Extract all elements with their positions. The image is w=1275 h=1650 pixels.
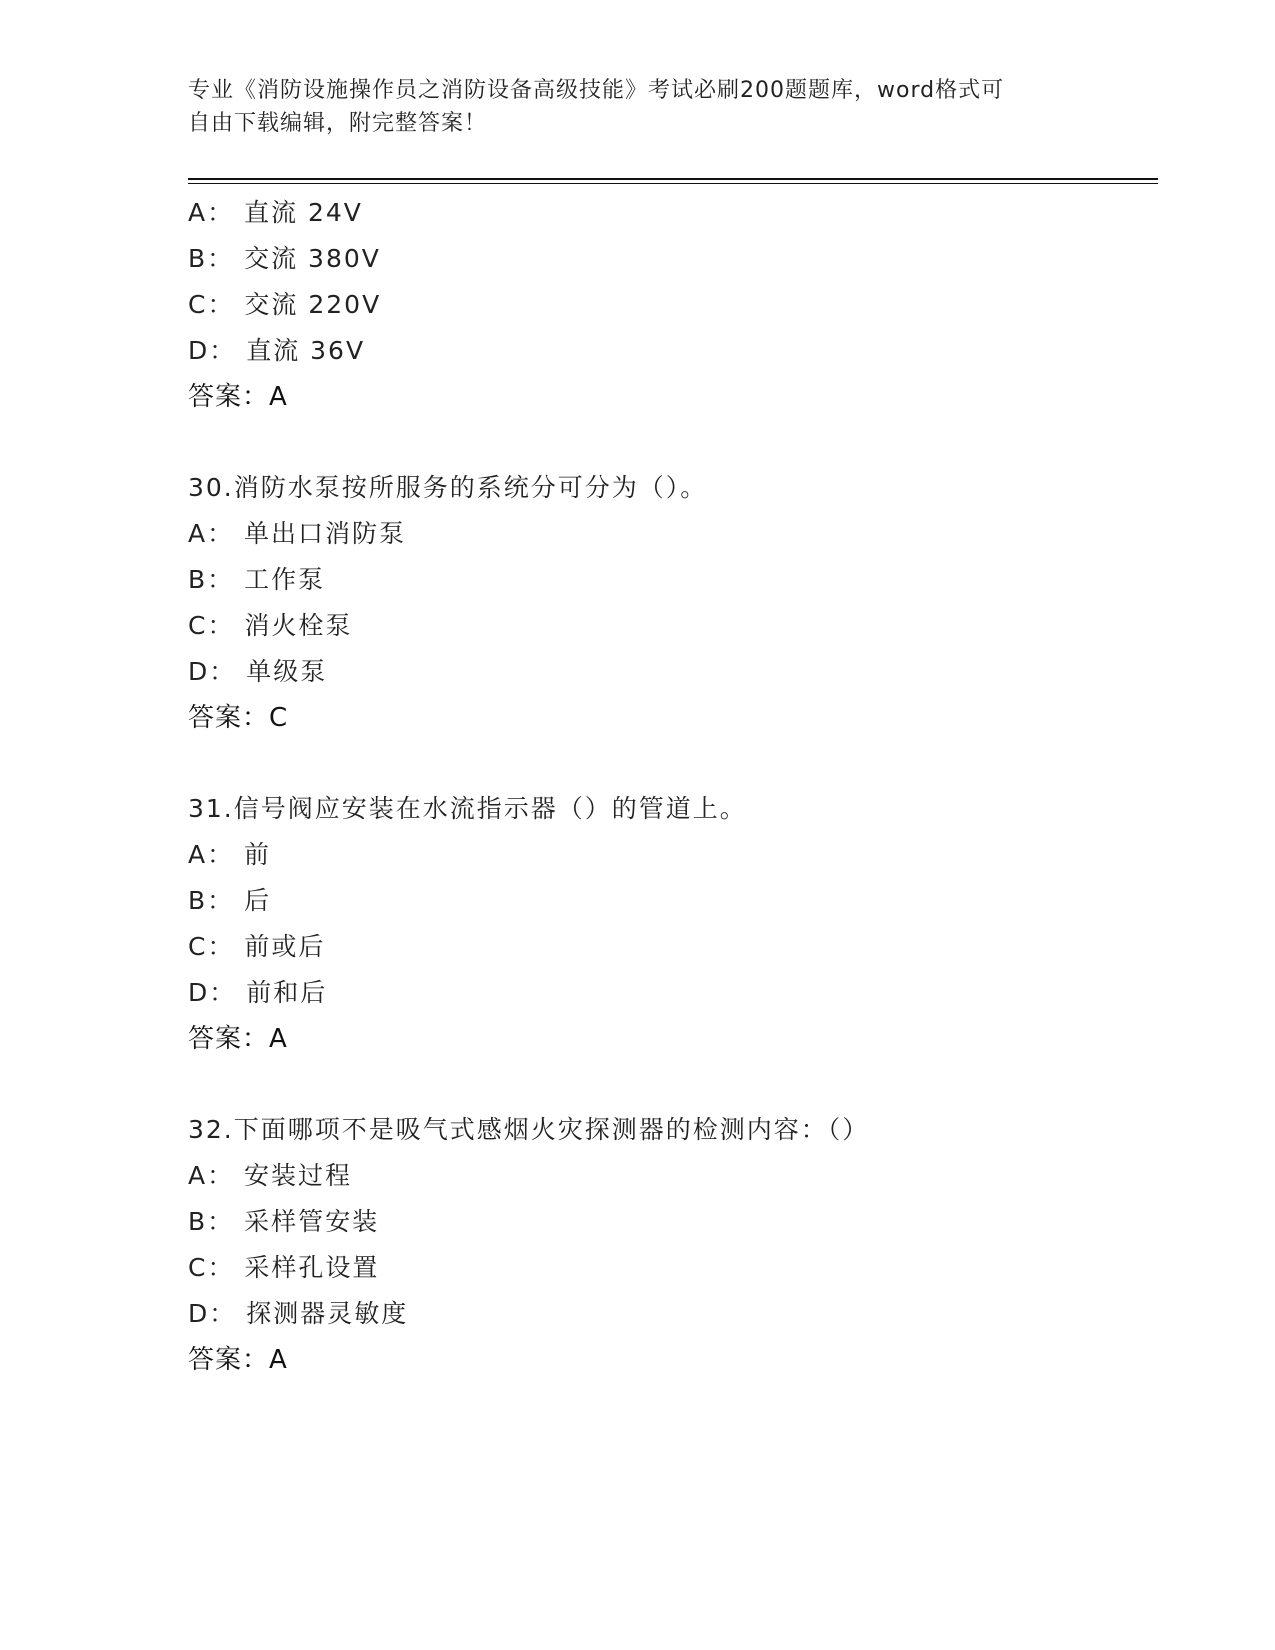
question-31 <box>188 786 1148 1062</box>
question-text: 30.消防水泵按所服务的系统分可分为（）。 <box>188 473 708 502</box>
question-29 <box>188 190 1148 420</box>
option-b: B： 交流 380V <box>188 244 381 273</box>
question-gap <box>188 420 1148 465</box>
question-list <box>188 190 1148 1383</box>
answer: 答案：A <box>188 1024 288 1054</box>
question-gap <box>188 741 1148 786</box>
question-text: 31.信号阀应安装在水流指示器（）的管道上。 <box>188 794 747 823</box>
option-c: C： 消火栓泵 <box>188 611 353 640</box>
option-c: C： 前或后 <box>188 932 326 961</box>
option-d: D： 直流 36V <box>188 336 366 365</box>
question-gap <box>188 1062 1148 1107</box>
header-line-1: 专业《消防设施操作员之消防设备高级技能》考试必刷200题题库，word格式可 <box>188 78 1005 103</box>
option-b: B： 后 <box>188 886 272 915</box>
option-b: B： 工作泵 <box>188 565 326 594</box>
option-c: C： 交流 220V <box>188 290 382 319</box>
header-line-2: 自由下载编辑，附完整答案！ <box>188 111 488 136</box>
document-header <box>188 74 1088 140</box>
option-c: C： 采样孔设置 <box>188 1253 380 1282</box>
question-32 <box>188 1107 1148 1383</box>
option-b: B： 采样管安装 <box>188 1207 380 1236</box>
answer: 答案：A <box>188 382 288 412</box>
answer: 答案：A <box>188 1345 288 1375</box>
header-divider <box>188 178 1158 184</box>
answer: 答案：C <box>188 703 289 733</box>
option-a: A： 直流 24V <box>188 198 363 227</box>
option-d: D： 前和后 <box>188 978 328 1007</box>
option-d: D： 单级泵 <box>188 657 328 686</box>
option-a: A： 单出口消防泵 <box>188 519 407 548</box>
question-30 <box>188 465 1148 741</box>
question-text: 32.下面哪项不是吸气式感烟火灾探测器的检测内容：（） <box>188 1115 870 1144</box>
option-a: A： 安装过程 <box>188 1161 353 1190</box>
option-d: D： 探测器灵敏度 <box>188 1299 409 1328</box>
option-a: A： 前 <box>188 840 272 869</box>
